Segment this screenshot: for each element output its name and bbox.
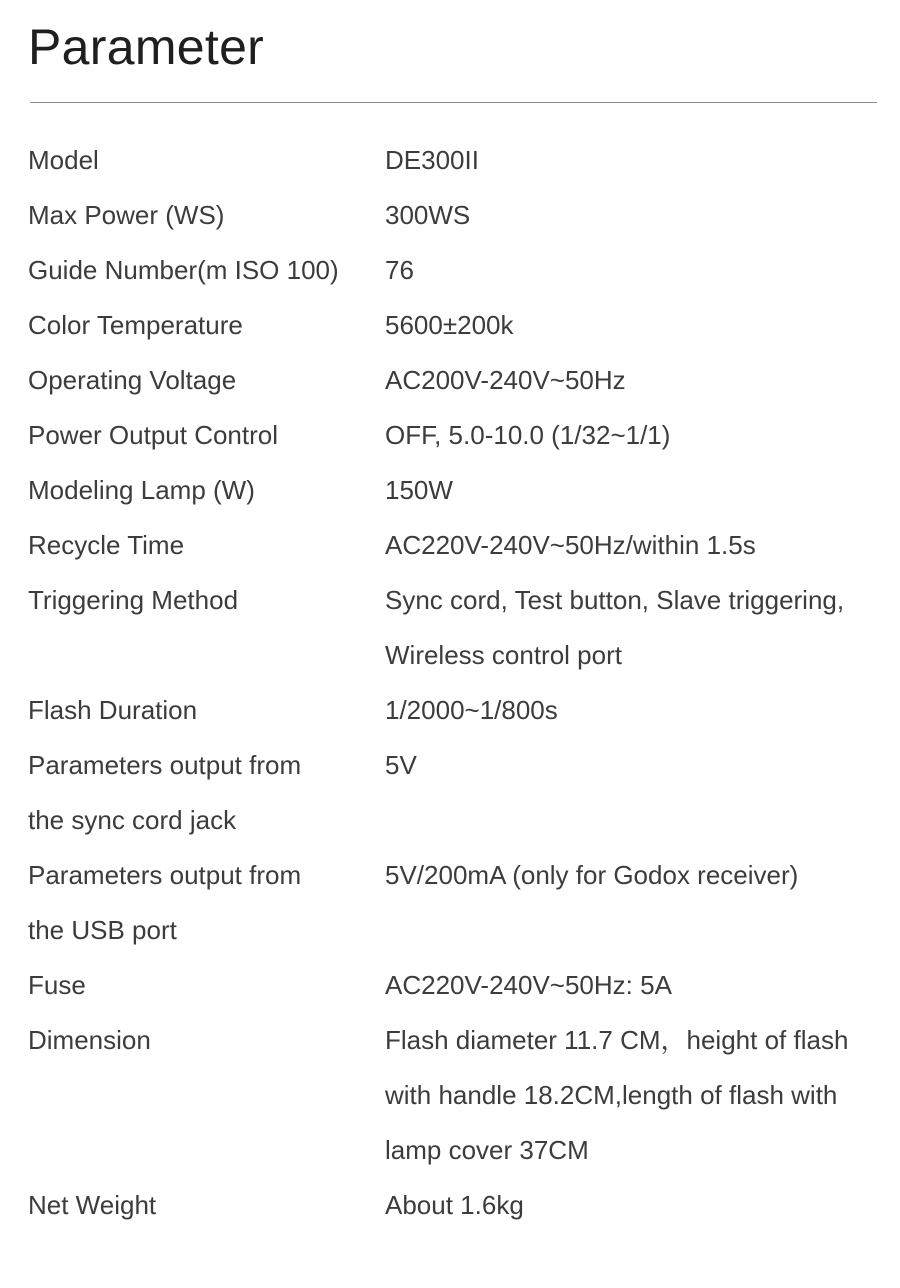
- spec-value: [385, 573, 880, 683]
- spec-row: [28, 958, 880, 1013]
- spec-label: [28, 463, 385, 518]
- spec-value: [385, 188, 880, 243]
- spec-label-line: Max Power (WS): [28, 200, 225, 230]
- spec-value: [385, 298, 880, 353]
- spec-value-line: 5V/200mA (only for Godox receiver): [385, 860, 799, 890]
- spec-label: [28, 1178, 385, 1233]
- spec-label-line: Recycle Time: [28, 530, 185, 560]
- spec-label-line: Dimension: [28, 1025, 151, 1055]
- spec-row: [28, 1178, 880, 1233]
- spec-value: [385, 243, 880, 298]
- spec-table: [28, 133, 880, 1233]
- spec-value-line: Wireless control port: [385, 640, 622, 670]
- spec-row: [28, 188, 880, 243]
- spec-row: [28, 353, 880, 408]
- spec-label-line: Operating Voltage: [28, 365, 237, 395]
- spec-value-line: 5V: [385, 750, 417, 780]
- spec-value: [385, 518, 880, 573]
- spec-value-line: AC220V-240V~50Hz/within 1.5s: [385, 530, 756, 560]
- spec-value-line: 150W: [385, 475, 453, 505]
- spec-label: [28, 353, 385, 408]
- spec-value: [385, 848, 880, 903]
- spec-value-line: Flash diameter 11.7 CM，height of flash: [385, 1025, 849, 1055]
- spec-value: [385, 133, 880, 188]
- spec-value-line: OFF, 5.0-10.0 (1/32~1/1): [385, 420, 671, 450]
- spec-value: [385, 1013, 880, 1178]
- spec-row: [28, 1013, 880, 1178]
- spec-label: [28, 408, 385, 463]
- spec-label-line: Power Output Control: [28, 420, 279, 450]
- spec-label: [28, 298, 385, 353]
- spec-label: [28, 518, 385, 573]
- spec-value-line: AC220V-240V~50Hz: 5A: [385, 970, 672, 1000]
- spec-label: [28, 573, 385, 628]
- spec-value: [385, 353, 880, 408]
- spec-value: [385, 1178, 880, 1233]
- spec-value-line: Sync cord, Test button, Slave triggering,: [385, 585, 845, 615]
- spec-value-line: 1/2000~1/800s: [385, 695, 558, 725]
- spec-row: [28, 573, 880, 683]
- spec-label: [28, 848, 385, 958]
- title-divider: [30, 102, 877, 103]
- spec-label-line: Net Weight: [28, 1190, 157, 1220]
- spec-value-line: lamp cover 37CM: [385, 1135, 589, 1165]
- spec-row: [28, 683, 880, 738]
- spec-value: [385, 408, 880, 463]
- spec-label-line: Parameters output from: [28, 860, 302, 890]
- spec-value: [385, 463, 880, 518]
- spec-value: [385, 958, 880, 1013]
- spec-value: [385, 738, 880, 793]
- spec-row: [28, 518, 880, 573]
- spec-row: [28, 243, 880, 298]
- spec-value-line: AC200V-240V~50Hz: [385, 365, 626, 395]
- spec-label-line: the USB port: [28, 915, 177, 945]
- spec-value-line: 5600±200k: [385, 310, 514, 340]
- spec-row: [28, 463, 880, 518]
- spec-label-line: Flash Duration: [28, 695, 198, 725]
- spec-label-line: Modeling Lamp (W): [28, 475, 255, 505]
- spec-value-line: DE300II: [385, 145, 479, 175]
- spec-value-line: About 1.6kg: [385, 1190, 524, 1220]
- spec-label-line: Fuse: [28, 970, 86, 1000]
- spec-row: [28, 133, 880, 188]
- spec-value: [385, 683, 880, 738]
- spec-row: [28, 738, 880, 848]
- spec-value-line: 76: [385, 255, 414, 285]
- page-title: Parameter: [28, 19, 265, 75]
- spec-label: [28, 1013, 385, 1068]
- spec-label-line: Parameters output from: [28, 750, 302, 780]
- spec-label-line: the sync cord jack: [28, 805, 237, 835]
- spec-label: [28, 188, 385, 243]
- spec-label: [28, 738, 385, 848]
- spec-label-line: Guide Number(m ISO 100): [28, 255, 339, 285]
- spec-label-line: Model: [28, 145, 99, 175]
- spec-label: [28, 958, 385, 1013]
- spec-row: [28, 298, 880, 353]
- spec-value-line: 300WS: [385, 200, 471, 230]
- spec-label-line: Triggering Method: [28, 585, 239, 615]
- spec-value-line: with handle 18.2CM,length of flash with: [385, 1080, 838, 1110]
- spec-label: [28, 683, 385, 738]
- spec-label: [28, 133, 385, 188]
- spec-row: [28, 848, 880, 958]
- spec-row: [28, 408, 880, 463]
- spec-label-line: Color Temperature: [28, 310, 243, 340]
- spec-label: [28, 243, 385, 298]
